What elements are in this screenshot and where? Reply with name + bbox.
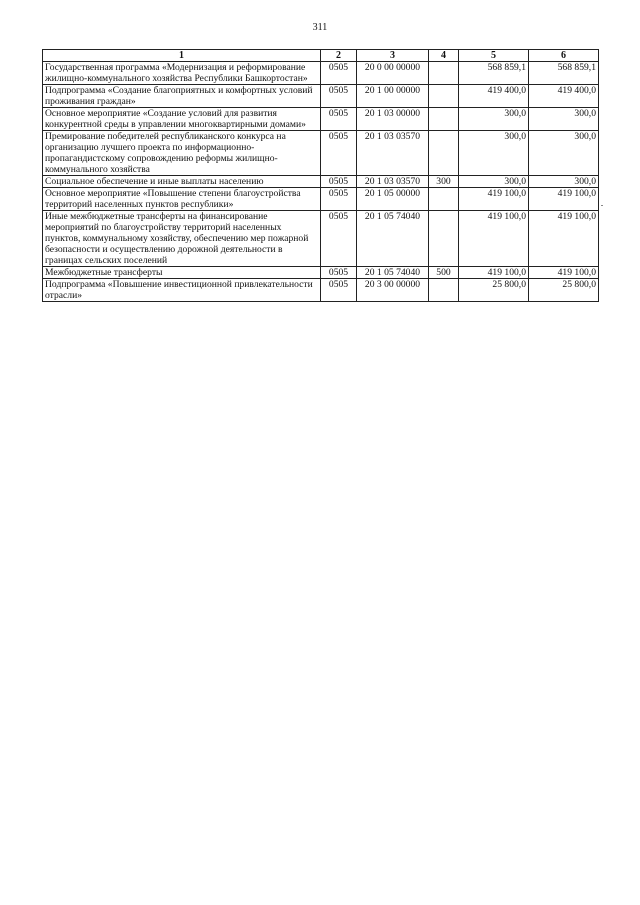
row-target: 20 1 03 03570	[357, 131, 429, 176]
row-value-2: 300,0	[529, 131, 599, 176]
budget-table	[42, 49, 599, 302]
row-value-1: 419 100,0	[459, 211, 529, 267]
row-section: 0505	[321, 85, 357, 108]
row-value-1: 300,0	[459, 108, 529, 131]
table-row	[43, 176, 599, 188]
table-row	[43, 267, 599, 279]
row-type	[429, 131, 459, 176]
row-value-1: 25 800,0	[459, 279, 529, 302]
row-name: Государственная программа «Модернизация и реформирование жилищно-коммунального хозяйства Республики Башкортостан»	[43, 62, 321, 85]
row-section: 0505	[321, 176, 357, 188]
row-type	[429, 62, 459, 85]
row-section: 0505	[321, 267, 357, 279]
row-section: 0505	[321, 62, 357, 85]
column-header-6: 6	[529, 50, 599, 62]
table-row	[43, 188, 599, 211]
row-value-2: 419 100,0	[529, 188, 599, 211]
scan-speck	[601, 205, 603, 206]
row-name: Премирование победителей республиканского конкурса на организацию лучшего проекта по информационно-пропагандистскому сопровождению реформы жилищно-коммунального хозяйства	[43, 131, 321, 176]
row-type	[429, 188, 459, 211]
row-target: 20 1 05 74040	[357, 211, 429, 267]
row-type	[429, 211, 459, 267]
column-header-2: 2	[321, 50, 357, 62]
table-row	[43, 279, 599, 302]
row-target: 20 3 00 00000	[357, 279, 429, 302]
row-name: Основное мероприятие «Повышение степени благоустройства территорий населенных пунктов республики»	[43, 188, 321, 211]
row-name: Подпрограмма «Создание благоприятных и комфортных условий проживания граждан»	[43, 85, 321, 108]
row-value-1: 568 859,1	[459, 62, 529, 85]
row-type	[429, 108, 459, 131]
table-row	[43, 108, 599, 131]
table-row	[43, 85, 599, 108]
table-row	[43, 211, 599, 267]
row-value-1: 300,0	[459, 176, 529, 188]
row-name: Подпрограмма «Повышение инвестиционной привлекательности отрасли»	[43, 279, 321, 302]
column-header-1: 1	[43, 50, 321, 62]
table-header-row	[43, 50, 599, 62]
row-value-1: 419 100,0	[459, 188, 529, 211]
row-name: Основное мероприятие «Создание условий для развития конкурентной среды в управлении многоквартирными домами»	[43, 108, 321, 131]
row-target: 20 0 00 00000	[357, 62, 429, 85]
column-header-3: 3	[357, 50, 429, 62]
table-row	[43, 131, 599, 176]
row-type: 300	[429, 176, 459, 188]
row-section: 0505	[321, 188, 357, 211]
row-section: 0505	[321, 211, 357, 267]
row-value-2: 419 100,0	[529, 211, 599, 267]
table-row	[43, 62, 599, 85]
row-target: 20 1 03 00000	[357, 108, 429, 131]
row-value-1: 419 400,0	[459, 85, 529, 108]
row-value-2: 300,0	[529, 176, 599, 188]
row-value-2: 419 400,0	[529, 85, 599, 108]
row-target: 20 1 03 03570	[357, 176, 429, 188]
column-header-4: 4	[429, 50, 459, 62]
row-name: Межбюджетные трансферты	[43, 267, 321, 279]
row-target: 20 1 05 00000	[357, 188, 429, 211]
row-section: 0505	[321, 131, 357, 176]
row-type	[429, 279, 459, 302]
row-name: Социальное обеспечение и иные выплаты населению	[43, 176, 321, 188]
row-value-1: 300,0	[459, 131, 529, 176]
row-value-2: 300,0	[529, 108, 599, 131]
row-value-2: 419 100,0	[529, 267, 599, 279]
row-name: Иные межбюджетные трансферты на финансирование мероприятий по благоустройству территорий населенных пунктов, коммунальному хозяйству, обеспечению мер пожарной безопасности и осуществлению дорожной деятельности в границах сельских поселений	[43, 211, 321, 267]
row-section: 0505	[321, 279, 357, 302]
row-value-2: 568 859,1	[529, 62, 599, 85]
page-number: 311	[312, 22, 328, 33]
row-section: 0505	[321, 108, 357, 131]
row-type	[429, 85, 459, 108]
row-value-1: 419 100,0	[459, 267, 529, 279]
row-type: 500	[429, 267, 459, 279]
row-target: 20 1 05 74040	[357, 267, 429, 279]
row-target: 20 1 00 00000	[357, 85, 429, 108]
row-value-2: 25 800,0	[529, 279, 599, 302]
column-header-5: 5	[459, 50, 529, 62]
